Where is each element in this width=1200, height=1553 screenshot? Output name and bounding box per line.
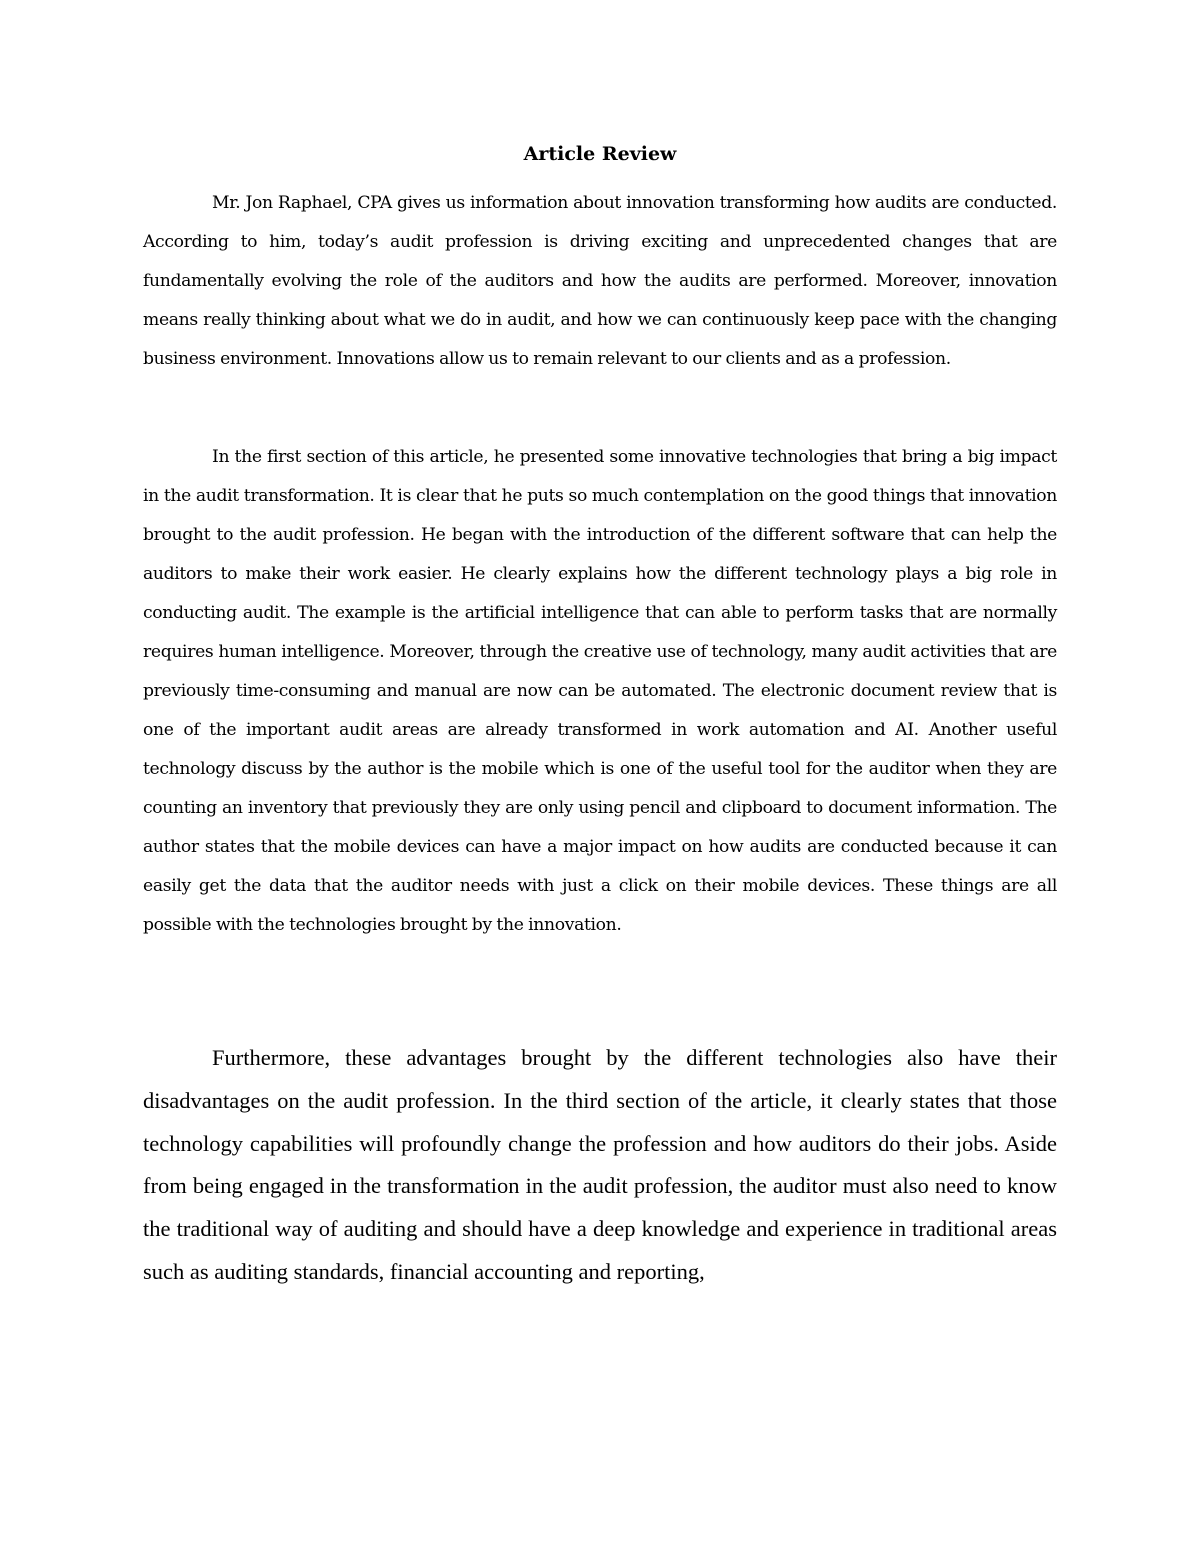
paragraph-3: Furthermore, these advantages brought by the different technologies also have their disadvantages on the audit profession. In the third section of the article, it clearly states that those technology capabilities will profoundly change the profession and how auditors do their jobs. Aside from being engaged in the transformation in the audit profession, the auditor must also need to know the traditional way of auditing and should have a deep knowledge and experience in traditional areas such as auditing standards, financial accounting and reporting, <box>143 1045 1057 1284</box>
document-title: Article Review <box>523 143 677 165</box>
paragraph-1: Mr. Jon Raphael, CPA gives us information about innovation transforming how audits are conducted. According to him, today’s audit profession is driving exciting and unprecedented changes that are fundamentally evolving the role of the auditors and how the audits are performed. Moreover, innovation means really thinking about what we do in audit, and how we can continuously keep pace with the changing business environment. Innovations allow us to remain relevant to our clients and as a profession. <box>143 193 1057 369</box>
paragraph-2: In the first section of this article, he presented some innovative technologies that bring a big impact in the audit transformation. It is clear that he puts so much contemplation on the good things that innovation brought to the audit profession. He began with the introduction of the different software that can help the auditors to make their work easier. He clearly explains how the different technology plays a big role in conducting audit. The example is the artificial intelligence that can able to perform tasks that are normally requires human intelligence. Moreover, through the creative use of technology, many audit activities that are previously time-consuming and manual are now can be automated. The electronic document review that is one of the important audit areas are already transformed in work automation and AI. Another useful technology discuss by the author is the mobile which is one of the useful tool for the auditor when they are counting an inventory that previously they are only using pencil and clipboard to document information. The author states that the mobile devices can have a major impact on how audits are conducted because it can easily get the data that the auditor needs with just a click on their mobile devices. These things are all possible with the technologies brought by the innovation. <box>143 447 1057 935</box>
